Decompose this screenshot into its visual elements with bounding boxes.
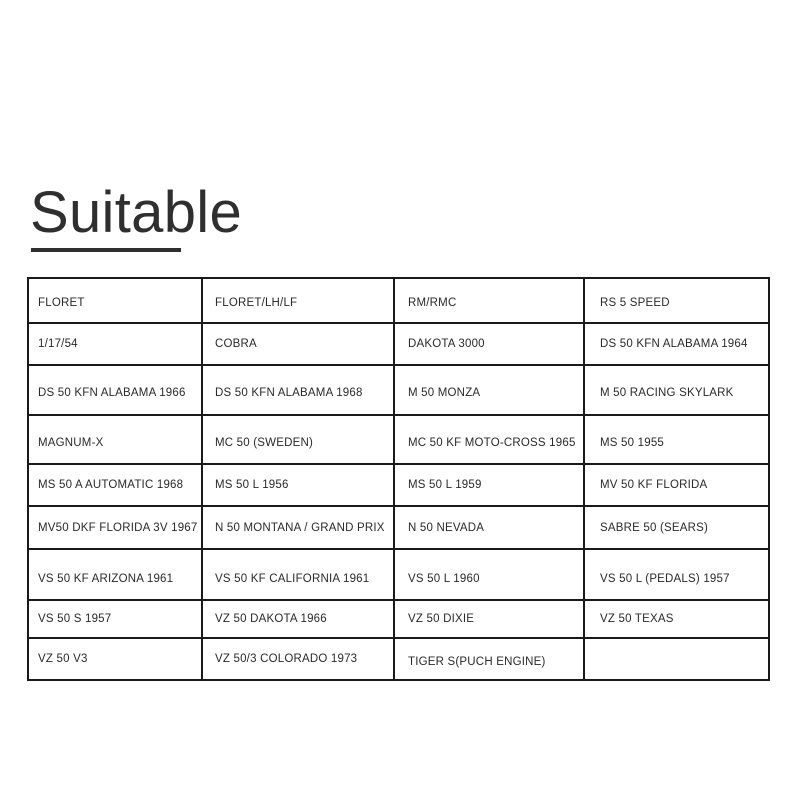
table-row [28, 600, 769, 638]
table-cell: MV50 DKF FLORIDA 3V 1967 [28, 506, 202, 549]
table-cell: FLORET/LH/LF [202, 278, 394, 323]
table-row [28, 323, 769, 365]
table-row [28, 506, 769, 549]
table-cell: MV 50 KF FLORIDA [584, 464, 769, 506]
compatible-models-table [27, 277, 770, 681]
table-cell: MS 50 L 1959 [394, 464, 584, 506]
table-cell: VZ 50 DIXIE [394, 600, 584, 638]
table-row [28, 365, 769, 415]
table-cell: MC 50 KF MOTO-CROSS 1965 [394, 415, 584, 464]
table-cell: VZ 50 V3 [28, 638, 202, 680]
table-cell: COBRA [202, 323, 394, 365]
table-cell: MS 50 1955 [584, 415, 769, 464]
table-cell: M 50 RACING SKYLARK [584, 365, 769, 415]
table-cell: VS 50 S 1957 [28, 600, 202, 638]
table-row [28, 278, 769, 323]
table-cell: TIGER S(PUCH ENGINE) [394, 638, 584, 680]
table-row [28, 638, 769, 680]
table-cell: FLORET [28, 278, 202, 323]
table-cell: M 50 MONZA [394, 365, 584, 415]
table-cell: DS 50 KFN ALABAMA 1964 [584, 323, 769, 365]
table-cell: VS 50 KF CALIFORNIA 1961 [202, 549, 394, 600]
table-cell: RS 5 SPEED [584, 278, 769, 323]
table-cell: MC 50 (SWEDEN) [202, 415, 394, 464]
table-cell: N 50 NEVADA [394, 506, 584, 549]
table-cell: VS 50 KF ARIZONA 1961 [28, 549, 202, 600]
table-cell: DS 50 KFN ALABAMA 1966 [28, 365, 202, 415]
table-cell: VZ 50/3 COLORADO 1973 [202, 638, 394, 680]
table-cell: MS 50 A AUTOMATIC 1968 [28, 464, 202, 506]
table-cell: MS 50 L 1956 [202, 464, 394, 506]
table-row [28, 415, 769, 464]
title-underline [31, 248, 181, 252]
table-cell: 1/17/54 [28, 323, 202, 365]
table-cell: MAGNUM-X [28, 415, 202, 464]
table-row [28, 464, 769, 506]
table-cell: SABRE 50 (SEARS) [584, 506, 769, 549]
table-cell: DAKOTA 3000 [394, 323, 584, 365]
table-cell: DS 50 KFN ALABAMA 1968 [202, 365, 394, 415]
table-cell-empty [584, 638, 769, 680]
table-cell: VZ 50 TEXAS [584, 600, 769, 638]
page-title: Suitable [30, 180, 242, 245]
table-row [28, 549, 769, 600]
table-cell: VS 50 L (PEDALS) 1957 [584, 549, 769, 600]
table-cell: VZ 50 DAKOTA 1966 [202, 600, 394, 638]
table-cell: RM/RMC [394, 278, 584, 323]
table-cell: VS 50 L 1960 [394, 549, 584, 600]
table-cell: N 50 MONTANA / GRAND PRIX [202, 506, 394, 549]
